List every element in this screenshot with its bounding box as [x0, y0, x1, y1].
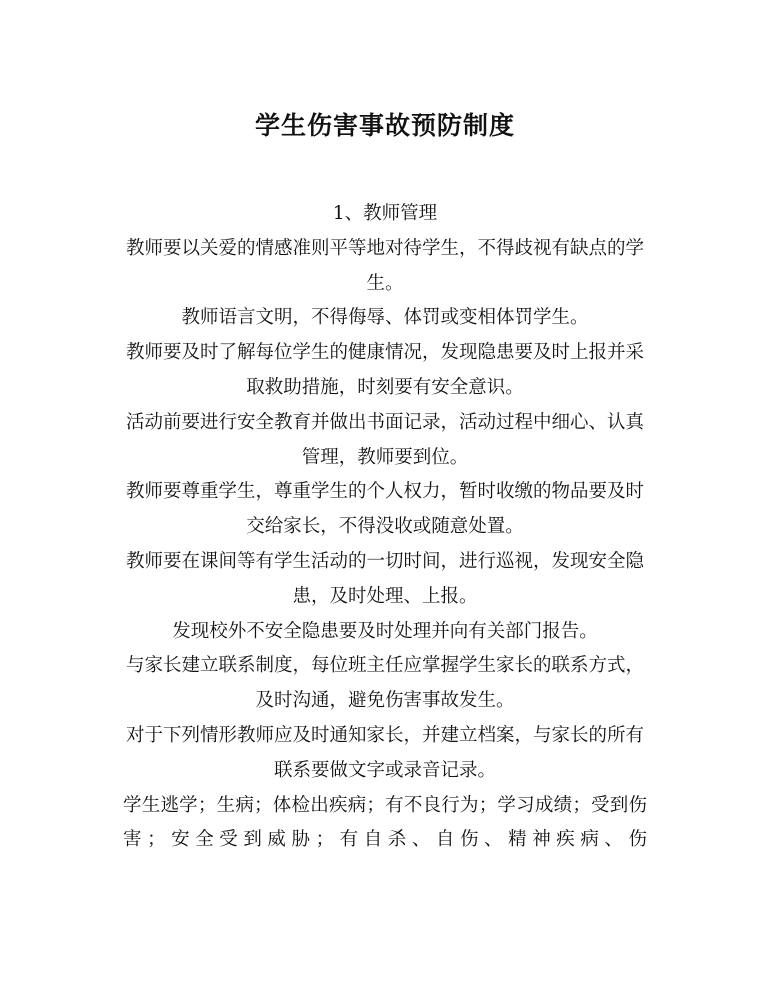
paragraph-activity-safety: 活动前要进行安全教育并做出书面记录，活动过程中细心、认真管理，教师要到位。 [125, 411, 644, 468]
paragraph-external-hazards: 发现校外不安全隐患要及时处理并向有关部门报告。 [172, 620, 598, 642]
paragraph-treat-students-equally: 教师要以关爱的情感准则平等地对待学生，不得歧视有缺点的学生。 [125, 237, 644, 294]
section-heading: 1、教师管理 [332, 203, 438, 224]
paragraph-patrol: 教师要在课间等有学生活动的一切时间，进行巡视，发现安全隐患，及时处理、上报。 [125, 550, 644, 607]
paragraph-parent-contact: 与家长建立联系制度，每位班主任应掌握学生家长的联系方式，及时沟通，避免伤害事故发生。 [125, 655, 644, 712]
document-body [123, 197, 647, 858]
paragraph-notify-parents: 对于下列情形教师应及时通知家长，并建立档案，与家长的所有联系要做文字或录音记录。 [125, 724, 644, 781]
paragraph-situations-list: 学生逃学；生病；体检出疾病；有不良行为；学习成绩；受到伤害；安全受到威胁；有自杀、自伤、精神疾病、伤 [123, 794, 647, 851]
paragraph-respect-rights: 教师要尊重学生，尊重学生的个人权力，暂时收缴的物品要及时交给家长，不得没收或随意处置。 [125, 481, 644, 538]
paragraph-civil-language: 教师语言文明，不得侮辱、体罚或变相体罚学生。 [181, 307, 589, 329]
paragraph-health-awareness: 教师要及时了解每位学生的健康情况，发现隐患要及时上报并采取救助措施，时刻要有安全意识。 [125, 342, 644, 398]
document-title: 学生伤害事故预防制度 [254, 111, 515, 140]
